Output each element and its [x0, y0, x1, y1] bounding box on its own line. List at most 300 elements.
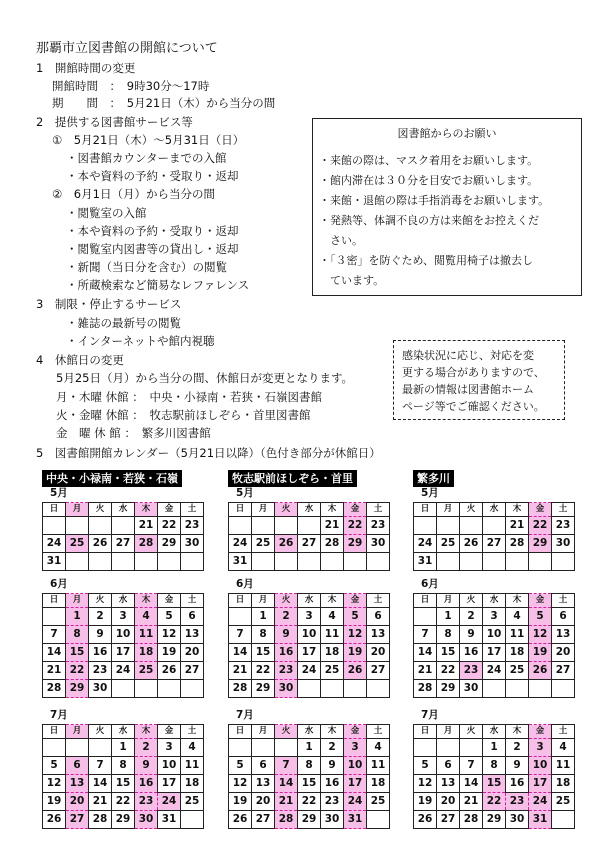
month-label: 6月 — [50, 578, 68, 590]
day-cell: 30 — [552, 535, 575, 553]
day-cell: 29 — [112, 811, 135, 829]
weekday-header: 月 — [252, 725, 275, 739]
day-cell: 10 — [112, 626, 135, 644]
day-cell: 21 — [506, 517, 529, 535]
day-cell: 21 — [414, 662, 437, 680]
day-cell: 20 — [552, 644, 575, 662]
day-cell: 5 — [43, 757, 66, 775]
weekday-header: 月 — [252, 594, 275, 608]
closed-day-cell: 28 — [135, 535, 158, 553]
day-cell: 27 — [252, 811, 275, 829]
closed-day-cell: 22 — [483, 793, 506, 811]
day-cell: 13 — [181, 626, 204, 644]
weekday-header: 火 — [460, 725, 483, 739]
weekday-header: 火 — [89, 725, 112, 739]
closed-day-cell: 25 — [135, 662, 158, 680]
empty-cell — [181, 553, 204, 571]
weekday-header: 月 — [66, 503, 89, 517]
section-4-heading: 4 休館日の変更 — [36, 353, 124, 367]
closed-day-cell: 16 — [135, 775, 158, 793]
day-cell: 30 — [321, 811, 344, 829]
empty-cell — [275, 553, 298, 571]
day-cell: 12 — [414, 775, 437, 793]
weekday-header: 日 — [229, 503, 252, 517]
day-cell: 28 — [506, 535, 529, 553]
month-label: 7月 — [50, 709, 68, 721]
weekday-header: 金 — [344, 725, 367, 739]
day-cell: 24 — [298, 662, 321, 680]
month-label: 6月 — [421, 578, 439, 590]
closed-day-cell: 24 — [344, 793, 367, 811]
day-cell: 24 — [43, 535, 66, 553]
weekday-header: 水 — [112, 594, 135, 608]
day-cell: 14 — [43, 644, 66, 662]
day-cell: 1 — [298, 739, 321, 757]
day-cell: 17 — [298, 644, 321, 662]
day-cell: 4 — [181, 739, 204, 757]
weekday-header: 月 — [437, 725, 460, 739]
empty-cell — [298, 517, 321, 535]
weekday-header: 金 — [529, 594, 552, 608]
month-calendar — [413, 593, 575, 698]
weekday-header: 金 — [529, 503, 552, 517]
day-cell: 30 — [460, 680, 483, 698]
closed-day-cell: 27 — [66, 811, 89, 829]
day-cell: 19 — [158, 644, 181, 662]
weekday-header: 水 — [483, 725, 506, 739]
empty-cell — [252, 739, 275, 757]
empty-cell — [252, 553, 275, 571]
weekday-header: 日 — [43, 725, 66, 739]
restricted-item: ・インターネットや館内視聴 — [66, 334, 215, 348]
day-cell: 18 — [181, 775, 204, 793]
day-cell: 3 — [112, 608, 135, 626]
day-cell: 31 — [43, 553, 66, 571]
info-line: ページ等でご確認ください。 — [402, 400, 545, 413]
notice-line: ・館内滞在は３０分を目安でお願いします。 — [319, 174, 539, 187]
day-cell: 16 — [506, 775, 529, 793]
day-cell: 22 — [112, 793, 135, 811]
notice-title: 図書館からのお願い — [397, 127, 497, 140]
notice-line: ・来館・退館の際は手指消毒をお願いします。 — [319, 194, 550, 207]
day-cell: 31 — [158, 811, 181, 829]
closed-day-cell: 10 — [529, 757, 552, 775]
day-cell: 12 — [43, 775, 66, 793]
closed-day-cell: 8 — [66, 626, 89, 644]
day-cell: 27 — [437, 811, 460, 829]
empty-cell — [112, 680, 135, 698]
day-cell: 3 — [158, 739, 181, 757]
section-5-heading: 5 図書館開館カレンダー（5月21日以降）（色付き部分が休館日） — [36, 446, 381, 460]
weekday-header: 水 — [298, 594, 321, 608]
weekday-header: 金 — [158, 725, 181, 739]
day-cell: 14 — [229, 644, 252, 662]
day-cell: 26 — [414, 811, 437, 829]
closed-day-cell: 29 — [529, 535, 552, 553]
closed-day-cell: 28 — [275, 811, 298, 829]
day-cell: 10 — [483, 626, 506, 644]
day-cell: 15 — [437, 644, 460, 662]
day-cell: 26 — [158, 662, 181, 680]
closing-rule: 火・金曜 休館 ： 牧志駅前ほしぞら・首里図書館 — [56, 408, 311, 422]
month-label: 7月 — [236, 709, 254, 721]
day-cell: 4 — [367, 739, 390, 757]
day-cell: 21 — [460, 793, 483, 811]
empty-cell — [112, 553, 135, 571]
notice-line: さい。 — [319, 234, 363, 247]
day-cell: 27 — [112, 535, 135, 553]
day-cell: 15 — [252, 644, 275, 662]
phase-2-item: ・新聞（当日分を含む）の閲覧 — [66, 260, 227, 274]
weekday-header: 日 — [229, 594, 252, 608]
notice-line: ・発熱等、体調不良の方は来館をお控えくだ — [319, 214, 539, 227]
closed-day-cell: 29 — [66, 680, 89, 698]
day-cell: 3 — [298, 608, 321, 626]
day-cell: 25 — [552, 793, 575, 811]
day-cell: 28 — [321, 535, 344, 553]
day-cell: 17 — [483, 644, 506, 662]
empty-cell — [414, 517, 437, 535]
day-cell: 24 — [414, 535, 437, 553]
weekday-header: 水 — [483, 594, 506, 608]
day-cell: 8 — [252, 626, 275, 644]
day-cell: 6 — [367, 608, 390, 626]
month-calendar — [413, 502, 575, 571]
empty-cell — [181, 680, 204, 698]
month-label: 6月 — [236, 578, 254, 590]
day-cell: 8 — [483, 757, 506, 775]
day-cell: 6 — [181, 608, 204, 626]
day-cell: 7 — [43, 626, 66, 644]
empty-cell — [43, 608, 66, 626]
day-cell: 17 — [112, 644, 135, 662]
day-cell: 28 — [414, 680, 437, 698]
day-cell: 19 — [414, 793, 437, 811]
day-cell: 18 — [321, 644, 344, 662]
day-cell: 27 — [367, 662, 390, 680]
day-cell: 2 — [460, 608, 483, 626]
weekday-header: 金 — [158, 503, 181, 517]
empty-cell — [483, 680, 506, 698]
day-cell: 2 — [89, 608, 112, 626]
info-line: 更する場合がありますので、 — [402, 366, 545, 379]
closed-day-cell: 1 — [66, 608, 89, 626]
calendar-group-header: 牧志駅前ほしぞら・首里 — [228, 470, 357, 487]
empty-cell — [552, 680, 575, 698]
day-cell: 25 — [367, 793, 390, 811]
weekday-header: 水 — [112, 725, 135, 739]
month-calendar — [228, 724, 390, 829]
weekday-header: 水 — [298, 503, 321, 517]
weekday-header: 金 — [344, 503, 367, 517]
weekday-header: 火 — [275, 503, 298, 517]
month-label: 5月 — [50, 487, 68, 499]
day-cell: 28 — [460, 811, 483, 829]
day-cell: 18 — [506, 644, 529, 662]
day-cell: 25 — [506, 662, 529, 680]
day-cell: 16 — [321, 775, 344, 793]
day-cell: 9 — [506, 757, 529, 775]
month-calendar — [413, 724, 575, 829]
closed-day-cell: 23 — [275, 662, 298, 680]
day-cell: 1 — [483, 739, 506, 757]
weekday-header: 水 — [298, 725, 321, 739]
weekday-header: 月 — [66, 594, 89, 608]
closed-day-cell: 23 — [506, 793, 529, 811]
weekday-header: 火 — [460, 503, 483, 517]
empty-cell — [460, 553, 483, 571]
closing-rule: 月・木曜 休館 ： 中央・小禄南・若狭・石嶺図書館 — [56, 390, 323, 404]
month-calendar — [42, 724, 204, 829]
day-cell: 30 — [89, 680, 112, 698]
empty-cell — [552, 811, 575, 829]
weekday-header: 月 — [66, 725, 89, 739]
weekday-header: 金 — [344, 594, 367, 608]
closed-day-cell: 24 — [529, 793, 552, 811]
empty-cell — [437, 553, 460, 571]
day-cell: 16 — [460, 644, 483, 662]
weekday-header: 水 — [112, 503, 135, 517]
closed-day-cell: 12 — [344, 626, 367, 644]
empty-cell — [229, 739, 252, 757]
closed-day-cell: 22 — [66, 662, 89, 680]
closed-day-cell: 2 — [135, 739, 158, 757]
closed-day-cell: 2 — [275, 608, 298, 626]
day-cell: 9 — [89, 626, 112, 644]
weekday-header: 土 — [181, 725, 204, 739]
empty-cell — [321, 680, 344, 698]
weekday-header: 火 — [275, 594, 298, 608]
phase-2-item: ・閲覧室内図書等の貸出し・返却 — [66, 242, 239, 256]
day-cell: 14 — [414, 644, 437, 662]
closed-day-cell: 6 — [66, 757, 89, 775]
day-cell: 21 — [321, 517, 344, 535]
weekday-header: 水 — [483, 503, 506, 517]
closed-day-cell: 30 — [135, 811, 158, 829]
closed-day-cell: 24 — [158, 793, 181, 811]
day-cell: 27 — [483, 535, 506, 553]
weekday-header: 土 — [367, 725, 390, 739]
weekday-header: 土 — [181, 594, 204, 608]
day-cell: 21 — [89, 793, 112, 811]
day-cell: 19 — [229, 793, 252, 811]
empty-cell — [506, 680, 529, 698]
day-cell: 11 — [367, 757, 390, 775]
empty-cell — [135, 680, 158, 698]
day-cell: 30 — [367, 535, 390, 553]
closed-day-cell: 20 — [66, 793, 89, 811]
empty-cell — [414, 739, 437, 757]
day-cell: 26 — [43, 811, 66, 829]
day-cell: 16 — [89, 644, 112, 662]
empty-cell — [43, 739, 66, 757]
day-cell: 4 — [321, 608, 344, 626]
day-cell: 13 — [252, 775, 275, 793]
phase-1-heading: ① 5月21日（木）～5月31日（日） — [52, 133, 245, 147]
empty-cell — [344, 680, 367, 698]
empty-cell — [460, 739, 483, 757]
day-cell: 23 — [321, 793, 344, 811]
day-cell: 21 — [229, 662, 252, 680]
section-3-heading: 3 制限・停止するサービス — [36, 297, 182, 311]
empty-cell — [229, 608, 252, 626]
notice-line: ・「３密」を防ぐため、閲覧用椅子は撤去し — [319, 254, 534, 267]
closed-day-cell: 5 — [529, 608, 552, 626]
closed-day-cell: 3 — [344, 739, 367, 757]
empty-cell — [529, 553, 552, 571]
day-cell: 22 — [158, 517, 181, 535]
day-cell: 1 — [252, 608, 275, 626]
empty-cell — [43, 517, 66, 535]
day-cell: 10 — [158, 757, 181, 775]
weekday-header: 土 — [552, 725, 575, 739]
day-cell: 6 — [252, 757, 275, 775]
day-cell: 12 — [158, 626, 181, 644]
empty-cell — [460, 517, 483, 535]
month-label: 7月 — [421, 709, 439, 721]
day-cell: 3 — [483, 608, 506, 626]
closed-day-cell: 19 — [529, 644, 552, 662]
weekday-header: 日 — [414, 594, 437, 608]
empty-cell — [66, 739, 89, 757]
closed-day-cell: 11 — [135, 626, 158, 644]
day-cell: 7 — [229, 626, 252, 644]
day-cell: 28 — [89, 811, 112, 829]
day-cell: 25 — [181, 793, 204, 811]
day-cell: 31 — [414, 553, 437, 571]
weekday-header: 日 — [43, 503, 66, 517]
day-cell: 23 — [89, 662, 112, 680]
empty-cell — [66, 553, 89, 571]
day-cell: 22 — [437, 662, 460, 680]
day-cell: 30 — [506, 811, 529, 829]
weekday-header: 日 — [229, 725, 252, 739]
day-cell: 2 — [321, 739, 344, 757]
empty-cell — [506, 553, 529, 571]
closed-day-cell: 22 — [344, 517, 367, 535]
opening-hours: 開館時間 ： 9時30分～17時 — [52, 79, 210, 93]
day-cell: 14 — [460, 775, 483, 793]
empty-cell — [89, 553, 112, 571]
closed-day-cell: 19 — [344, 644, 367, 662]
day-cell: 29 — [252, 680, 275, 698]
day-cell: 15 — [112, 775, 135, 793]
empty-cell — [252, 517, 275, 535]
notice-line: ています。 — [319, 274, 385, 287]
closed-day-cell: 25 — [66, 535, 89, 553]
closed-day-cell: 23 — [135, 793, 158, 811]
day-cell: 26 — [89, 535, 112, 553]
day-cell: 22 — [252, 662, 275, 680]
weekday-header: 金 — [529, 725, 552, 739]
closed-day-cell: 18 — [135, 644, 158, 662]
weekday-header: 日 — [43, 594, 66, 608]
empty-cell — [158, 680, 181, 698]
closed-day-cell: 21 — [275, 793, 298, 811]
weekday-header: 月 — [252, 503, 275, 517]
closed-day-cell: 23 — [460, 662, 483, 680]
phase-1-item: ・図書館カウンターまでの入館 — [66, 151, 227, 165]
month-calendar — [228, 502, 390, 571]
closed-day-cell: 15 — [483, 775, 506, 793]
closed-day-cell: 26 — [275, 535, 298, 553]
day-cell: 11 — [506, 626, 529, 644]
empty-cell — [483, 553, 506, 571]
empty-cell — [344, 553, 367, 571]
closed-day-cell: 14 — [275, 775, 298, 793]
empty-cell — [414, 608, 437, 626]
day-cell: 11 — [321, 626, 344, 644]
month-calendar — [228, 593, 390, 698]
weekday-header: 木 — [321, 503, 344, 517]
closed-day-cell: 30 — [275, 680, 298, 698]
day-cell: 1 — [437, 608, 460, 626]
day-cell: 23 — [552, 517, 575, 535]
day-cell: 23 — [367, 517, 390, 535]
day-cell: 12 — [229, 775, 252, 793]
weekday-header: 土 — [552, 594, 575, 608]
weekday-header: 木 — [135, 725, 158, 739]
calendar-group-header: 中央・小禄南・若狭・石嶺 — [42, 470, 182, 487]
day-cell: 5 — [229, 757, 252, 775]
day-cell: 20 — [181, 644, 204, 662]
closed-day-cell: 3 — [529, 739, 552, 757]
empty-cell — [298, 680, 321, 698]
day-cell: 20 — [252, 793, 275, 811]
day-cell: 23 — [181, 517, 204, 535]
day-cell: 11 — [552, 757, 575, 775]
closed-day-cell: 26 — [529, 662, 552, 680]
day-cell: 29 — [298, 811, 321, 829]
empty-cell — [181, 811, 204, 829]
empty-cell — [298, 553, 321, 571]
day-cell: 18 — [367, 775, 390, 793]
section-1-heading: 1 開館時間の変更 — [36, 61, 136, 75]
day-cell: 25 — [252, 535, 275, 553]
empty-cell — [89, 739, 112, 757]
weekday-header: 土 — [367, 594, 390, 608]
closed-day-cell: 7 — [275, 757, 298, 775]
day-cell: 28 — [229, 680, 252, 698]
phase-2-item: ・閲覧室の入館 — [66, 206, 147, 220]
day-cell: 8 — [437, 626, 460, 644]
closed-day-cell: 17 — [344, 775, 367, 793]
month-calendar — [42, 593, 204, 698]
weekday-header: 木 — [321, 725, 344, 739]
closed-day-cell: 15 — [66, 644, 89, 662]
day-cell: 2 — [506, 739, 529, 757]
weekday-header: 火 — [89, 594, 112, 608]
phase-2-item: ・本や資料の予約・受取り・返却 — [66, 224, 239, 238]
closed-day-cell: 9 — [135, 757, 158, 775]
empty-cell — [367, 553, 390, 571]
day-cell: 20 — [437, 793, 460, 811]
closed-day-cell: 4 — [135, 608, 158, 626]
day-cell: 8 — [298, 757, 321, 775]
empty-cell — [529, 680, 552, 698]
day-cell: 11 — [181, 757, 204, 775]
day-cell: 13 — [367, 626, 390, 644]
day-cell: 27 — [552, 662, 575, 680]
calendar-group-header: 繁多川 — [413, 470, 454, 487]
day-cell: 7 — [414, 626, 437, 644]
closed-day-cell: 16 — [275, 644, 298, 662]
day-cell: 9 — [460, 626, 483, 644]
day-cell: 21 — [135, 517, 158, 535]
day-cell: 27 — [298, 535, 321, 553]
closed-day-cell: 31 — [344, 811, 367, 829]
empty-cell — [367, 680, 390, 698]
